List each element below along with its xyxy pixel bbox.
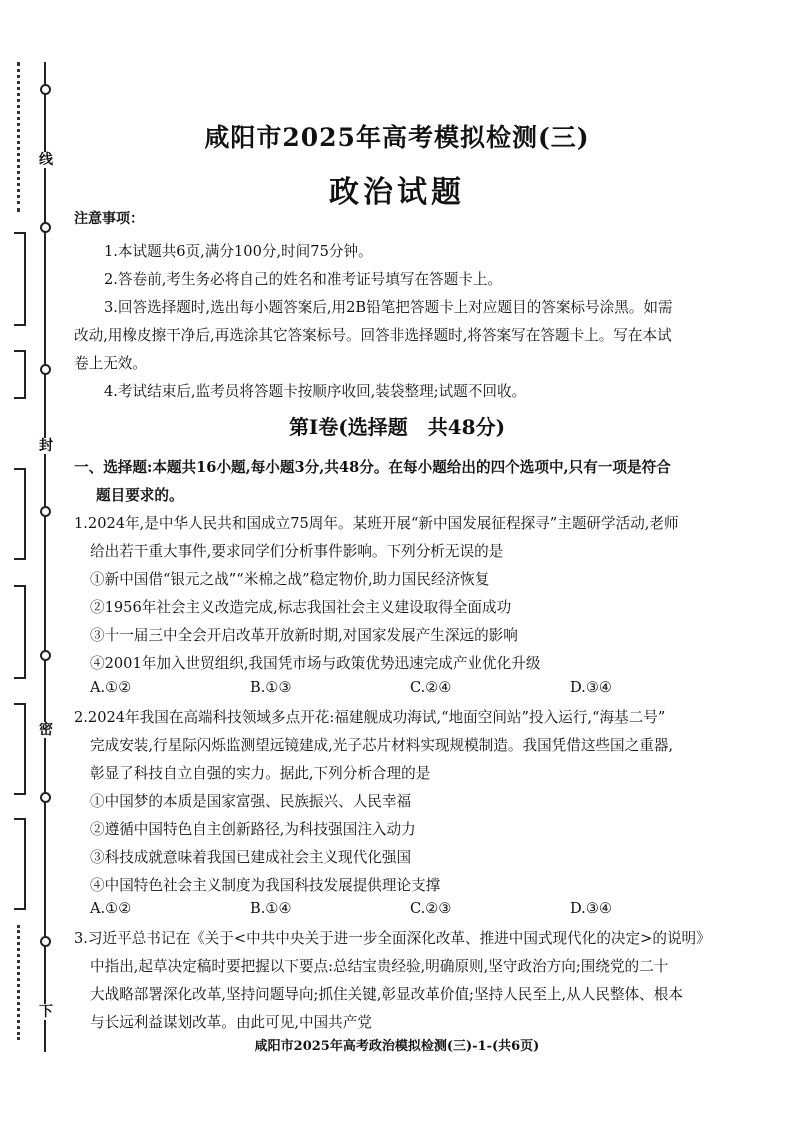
binding-hole	[40, 792, 51, 803]
binding-bracket	[14, 818, 26, 910]
statement: ③科技成就意味着我国已建成社会主义现代化强国	[90, 849, 412, 866]
options-row	[90, 900, 730, 917]
binding-bracket	[14, 585, 26, 679]
section-title: 第Ⅰ卷(选择题 共48分)	[288, 415, 506, 439]
margin-char-mi: 密	[39, 722, 53, 738]
binding-bracket	[14, 468, 26, 560]
notice-item: 卷上无效。	[74, 355, 147, 372]
options-row	[90, 679, 730, 696]
binding-dots-bottom	[17, 925, 24, 1040]
option-c[interactable]: C.②③	[410, 900, 452, 917]
option-a[interactable]: A.①②	[90, 900, 132, 917]
statement: ②1956年社会主义改造完成,标志我国社会主义建设取得全面成功	[90, 599, 512, 616]
question-stem: 3.习近平总书记在《关于<中共中央关于进一步全面深化改革、推进中国式现代化的决定>的说明》	[74, 930, 711, 947]
statement: ④中国特色社会主义制度为我国科技发展提供理论支撑	[90, 877, 441, 894]
question-stem: 2.2024年我国在高端科技领域多点开花:福建舰成功海试,“地面空间站”投入运行,“海基二号”	[74, 709, 666, 726]
margin-char-xian: 线	[39, 152, 53, 168]
question-stem: 彰显了科技自立自强的实力。据此,下列分析合理的是	[90, 765, 431, 782]
instructions-line: 题目要求的。	[96, 487, 184, 504]
binding-hole	[40, 364, 51, 375]
notice-item: 1.本试题共6页,满分100分,时间75分钟。	[104, 243, 373, 260]
subject-title: 政治试题	[329, 175, 465, 210]
page-footer: 咸阳市2025年高考政治模拟检测(三)-1-(共6页)	[254, 1039, 540, 1054]
statement: ③十一届三中全会开启改革开放新时期,对国家发展产生深远的影响	[90, 627, 518, 644]
instructions-line: 一、选择题:本题共16小题,每小题3分,共48分。在每小题给出的四个选项中,只有一项是符合	[74, 459, 671, 476]
option-b[interactable]: B.①④	[250, 900, 292, 917]
binding-hole	[40, 222, 51, 233]
option-b[interactable]: B.①③	[250, 679, 292, 696]
notice-item: 4.考试结束后,监考员将答题卡按顺序收回,装袋整理;试题不回收。	[104, 383, 527, 400]
binding-hole	[40, 84, 51, 95]
question-stem: 1.2024年,是中华人民共和国成立75周年。某班开展“新中国发展征程探寻”主题研学活动,老师	[74, 515, 679, 532]
notice-item: 3.回答选择题时,选出每小题答案后,用2B铅笔把答题卡上对应题目的答案标号涂黑。如需	[104, 299, 673, 316]
option-a[interactable]: A.①②	[90, 679, 132, 696]
margin-char-xia: 下	[39, 1004, 53, 1020]
notice-heading: 注意事项：	[74, 211, 144, 227]
option-d[interactable]: D.③④	[570, 679, 612, 696]
binding-bracket	[14, 350, 26, 399]
question-stem: 给出若干重大事件,要求同学们分析事件影响。下列分析无误的是	[90, 543, 504, 560]
exam-title: 咸阳市2025年高考模拟检测(三)	[204, 123, 590, 152]
binding-hole	[40, 936, 51, 947]
notice-item: 改动,用橡皮擦干净后,再选涂其它答案标号。回答非选择题时,将答案写在答题卡上。写在本试	[74, 327, 672, 344]
binding-bracket	[14, 232, 26, 326]
statement: ④2001年加入世贸组织,我国凭市场与政策优势迅速完成产业优化升级	[90, 655, 541, 672]
binding-bracket	[14, 703, 26, 795]
margin-char-feng: 封	[39, 438, 53, 454]
question-stem: 大战略部署深化改革,坚持问题导向;抓住关键,彰显改革价值;坚持人民至上,从人民整体、根本	[90, 986, 683, 1003]
question-stem: 中指出,起草决定稿时要把握以下要点:总结宝贵经验,明确原则,坚守政治方向;围绕党的二十	[90, 958, 669, 975]
statement: ②遵循中国特色自主创新路径,为科技强国注入动力	[90, 821, 416, 838]
question-stem: 完成安装,行星际闪烁监测望远镜建成,光子芯片材料实现规模制造。我国凭借这些国之重器,	[90, 737, 674, 754]
option-c[interactable]: C.②④	[410, 679, 452, 696]
statement: ①新中国借“银元之战”“米棉之战”稳定物价,助力国民经济恢复	[90, 571, 490, 588]
binding-hole	[40, 650, 51, 661]
question-stem: 与长远利益谋划改革。由此可见,中国共产党	[90, 1014, 372, 1031]
binding-hole	[40, 506, 51, 517]
statement: ①中国梦的本质是国家富强、民族振兴、人民幸福	[90, 793, 412, 810]
option-d[interactable]: D.③④	[570, 900, 612, 917]
notice-item: 2.答卷前,考生务必将自己的姓名和准考证号填写在答题卡上。	[104, 271, 503, 288]
